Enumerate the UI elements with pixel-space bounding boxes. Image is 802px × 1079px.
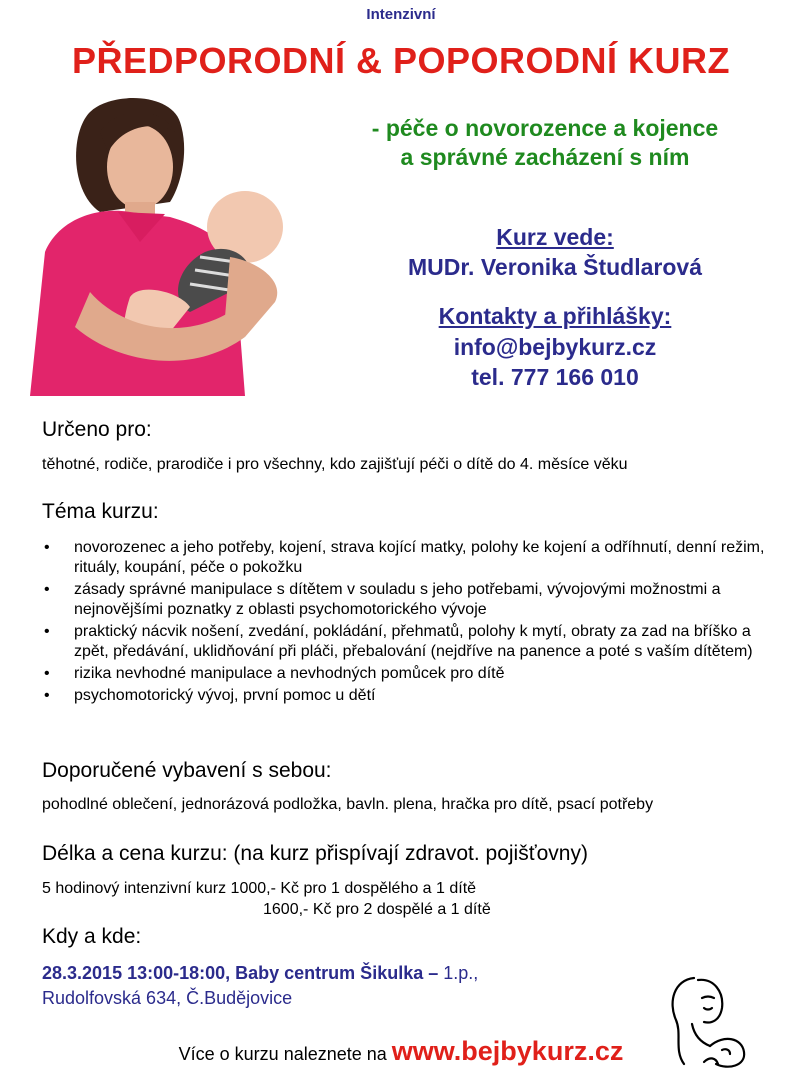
contacts-heading: Kontakty a přihlášky: — [438, 303, 672, 329]
lead-heading: Kurz vede: — [496, 224, 614, 250]
equipment-text: pohodlné oblečení, jednorázová podložka, bavln. plena, hračka pro dítě, psací potřeby — [42, 796, 654, 813]
footer-link[interactable]: www.bejbykurz.cz — [391, 1036, 624, 1066]
when-address: Rudolfovská 634, Č.Budějovice — [42, 988, 293, 1008]
list-item: • zásady správné manipulace s dítětem v souladu s jeho potřebami, vývojovými možnostmi a nejnovějšími poznatky z oblasti psychomotorického vývoje — [42, 580, 787, 620]
contact-phone: tel. 777 166 010 — [471, 364, 639, 390]
list-item: • psychomotorický vývoj, první pomoc u dětí — [42, 686, 787, 706]
lead-name: MUDr. Veronika Študlarová — [408, 254, 702, 280]
mother-and-baby-logo-icon — [664, 972, 748, 1072]
audience-text: těhotné, rodiče, prarodiče i pro všechny, kdo zajišťují péči o dítě do 4. měsíce věku — [42, 456, 628, 473]
when-date: 28.3.2015 13:00-18:00, Baby centrum Šikulka – — [42, 963, 439, 983]
when-date-place — [42, 963, 478, 984]
when-floor: 1.p., — [438, 963, 479, 983]
price-line-2: 1600,- Kč pro 2 dospělé a 1 dítě — [263, 901, 491, 918]
subtitle — [330, 114, 760, 172]
when-heading: Kdy a kde: — [42, 925, 142, 948]
topics-list — [42, 538, 787, 708]
footer-text: Více o kurzu naleznete na — [178, 1044, 392, 1064]
list-item: • praktický nácvik nošení, zvedání, pokládání, přehmatů, polohy k mytí, obraty za zad na bříško a zpět, předávání, uklidňování při pláči, přebalování (nejdříve na panence a poté s vaším dítětem) — [42, 622, 787, 662]
equipment-heading: Doporučené vybavení s sebou: — [42, 759, 332, 782]
contact-email: info@bejbykurz.cz — [453, 334, 657, 360]
price-line-1: 5 hodinový intenzivní kurz 1000,- Kč pro 1 dospělého a 1 dítě — [42, 880, 477, 897]
subtitle-line-2: a správné zacházení s ním — [400, 144, 690, 170]
main-title: PŘEDPORODNÍ & POPORODNÍ KURZ — [71, 40, 731, 81]
top-label: Intenzivní — [366, 6, 436, 23]
list-item: • rizika nevhodné manipulace a nevhodných pomůcek pro dítě — [42, 664, 787, 684]
mother-holding-baby-photo — [30, 92, 312, 396]
subtitle-line-1: - péče o novorozence a kojence — [371, 115, 719, 141]
list-item: • novorozenec a jeho potřeby, kojení, strava kojící matky, polohy ke kojení a odříhnutí, denní režim, rituály, koupání, péče o pokožku — [42, 538, 787, 578]
audience-heading: Určeno pro: — [42, 418, 152, 441]
topics-heading: Téma kurzu: — [42, 500, 159, 523]
price-heading: Délka a cena kurzu: (na kurz přispívají zdravot. pojišťovny) — [42, 842, 588, 865]
